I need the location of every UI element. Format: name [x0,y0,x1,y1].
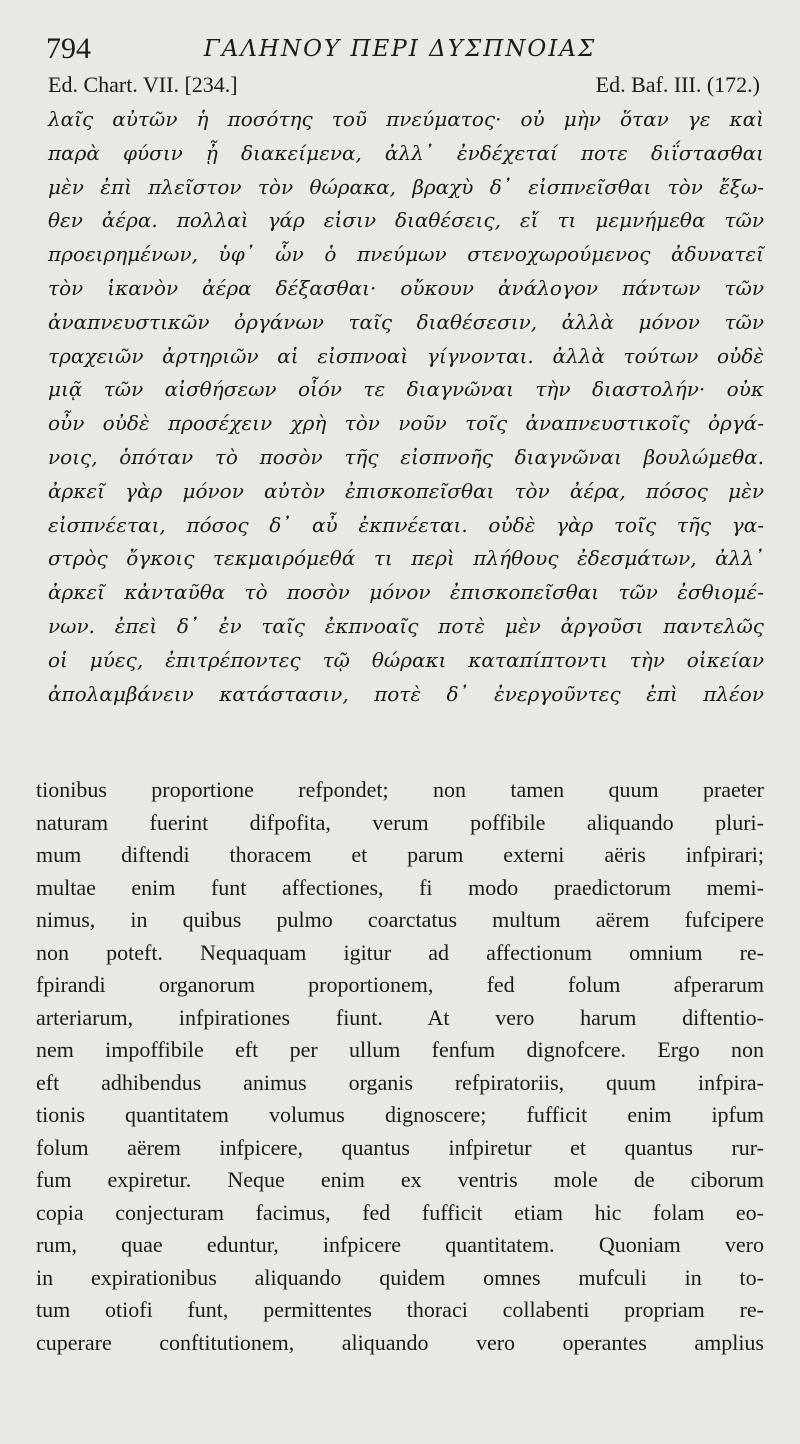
greek-text-line: μιᾷ τῶν αἰσθήσεων οἷόν τε διαγνῶναι τὴν διαστολήν· οὐκ [48,377,764,402]
greek-text-line: προειρημένων, ὑφ᾽ ὧν ὁ πνεύμων στενοχωρούμενος ἀδυνατεῖ [48,242,764,267]
greek-text-line: στρὸς ὄγκοις τεκμαιρόμεθά τι περὶ πλήθους ἐδεσμάτων, ἀλλ᾽ [48,546,764,571]
latin-text-line: in expirationibus aliquando quidem omnes mufculi in to- [36,1264,764,1290]
greek-text-line: οὖν οὐδὲ προσέχειν χρὴ τὸν νοῦν τοῖς ἀναπνευστικοῖς ὀργά- [48,411,764,436]
latin-text-line: multae enim funt affectiones, fi modo praedictorum memi- [36,874,764,900]
greek-text-line: ἀπολαμβάνειν κατάστασιν, ποτὲ δ᾽ ἐνεργοῦντες ἐπὶ πλέον [48,681,764,706]
greek-text-line: οἱ μύες, ἐπιτρέποντες τῷ θώρακι καταπίπτοντι τὴν οἰκείαν [48,647,764,672]
latin-text-line: arteriarum, infpirationes fiunt. At vero harum diftentio- [36,1004,764,1030]
latin-text-line: tum otiofi funt, permittentes thoraci collabenti propriam re- [36,1297,764,1322]
running-title: ΓΑΛΗΝΟΥ ΠΕΡΙ ΔΥΣΠΝΟΙΑΣ [203,36,597,62]
greek-text-line: λαῖς αὐτῶν ἡ ποσότης τοῦ πνεύματος· οὐ μὴν ὅταν γε καὶ [48,107,764,131]
greek-text-line: τὸν ἱκανὸν ἀέρα δέξασθαι· οὔκουν ἀνάλογον πάντων τῶν [48,275,764,300]
latin-text-line: fpirandi organorum proportionem, fed folum afperarum [36,972,764,997]
page-number: 794 [46,32,91,65]
latin-text-line: non poteft. Nequaquam igitur ad affectionum omnium re- [36,939,764,965]
latin-text-line: rum, quae eduntur, infpicere quantitatem. Quoniam vero [36,1232,764,1257]
latin-text-line: nimus, in quibus pulmo coarctatus multum aërem fufcipere [36,907,764,932]
edition-reference-right: Ed. Baf. III. (172.) [595,72,760,97]
greek-text-line: εἰσπνέεται, πόσος δ᾽ αὖ ἐκπνέεται. οὐδὲ γὰρ τοῖς τῆς γα- [48,512,764,537]
greek-text-line: ἀναπνευστικῶν ὀργάνων ταῖς διαθέσεσιν, ἀλλὰ μόνον τῶν [48,309,764,334]
latin-text-line: mum diftendi thoracem et parum externi aëris infpirari; [36,842,764,867]
greek-text-line: τραχειῶν ἀρτηριῶν αἱ εἰσπνοαὶ γίγνονται. ἀλλὰ τούτων οὐδὲ [48,343,764,368]
greek-text-line: ἀρκεῖ κἀνταῦθα τὸ ποσὸν μόνον ἐπισκοπεῖσθαι τῶν ἐσθιομέ- [48,580,764,605]
greek-text-line: μὲν ἐπὶ πλεῖστον τὸν θώρακα, βραχὺ δ᾽ εἰσπνεῖσθαι τὸν ἔξω- [48,174,764,199]
edition-reference-left: Ed. Chart. VII. [234.] [48,72,238,97]
latin-text-line: nem impoffibile eft per ullum fenfum dignofcere. Ergo non [36,1037,764,1062]
latin-text-line: copia conjecturam facimus, fed fufficit etiam hic folam eo- [36,1199,764,1225]
latin-text-line: tionis quantitatem volumus dignoscere; fufficit enim ipfum [36,1102,764,1127]
greek-text-line: παρὰ φύσιν ᾖ διακείμενα, ἀλλ᾽ ἐνδέχεταί ποτε διΐστασθαι [48,140,764,165]
latin-text-line: eft adhibendus animus organis refpiratoriis, quum infpira- [36,1069,764,1095]
latin-text-line: naturam fuerint difpofita, verum poffibile aliquando pluri- [36,809,764,835]
greek-text-block [48,103,764,711]
edition-reference-line [48,72,760,100]
latin-text-line: cuperare conftitutionem, aliquando vero operantes amplius [36,1329,764,1355]
greek-text-line: ἀρκεῖ γὰρ μόνον αὐτὸν ἐπισκοπεῖσθαι τὸν ἀέρα, πόσος μὲν [48,478,764,503]
greek-text-line: νοις, ὁπόταν τὸ ποσὸν τῆς εἰσπνοῆς διαγνῶναι βουλώμεθα. [48,444,764,469]
greek-text-line: θεν ἀέρα. πολλαὶ γάρ εἰσιν διαθέσεις, εἴ τι μεμνήμεθα τῶν [48,208,764,233]
latin-text-line: tionibus proportione refpondet; non tamen quum praeter [36,777,764,802]
greek-text-line: νων. ἐπεὶ δ᾽ ἐν ταῖς ἐκπνοαῖς ποτὲ μὲν ἀργοῦσι παντελῶς [48,613,764,638]
running-head [40,30,760,70]
latin-text-line: folum aërem infpicere, quantus infpiretur et quantus rur- [36,1134,764,1160]
latin-text-block [36,774,764,1359]
latin-text-line: fum expiretur. Neque enim ex ventris mole de ciborum [36,1167,764,1192]
